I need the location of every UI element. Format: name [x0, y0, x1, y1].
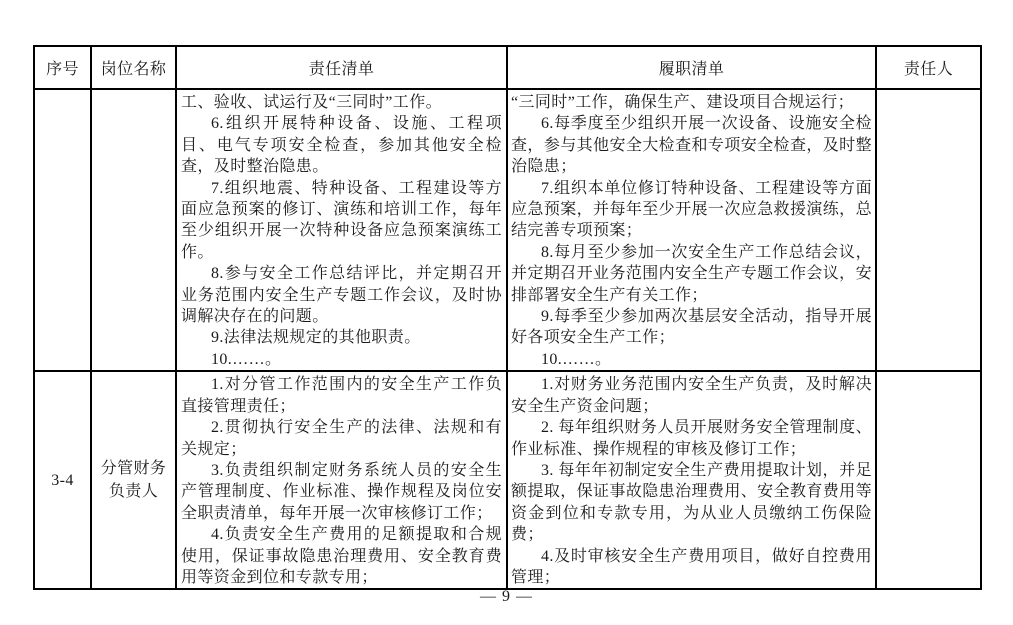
responsibility-table — [33, 45, 982, 590]
performance-paragraph: 10.……。 — [541, 350, 612, 368]
duty-paragraph: 4.负责安全生产费用的足额提取和合规使用，保证事故隐患治理费用、安全教育费用等资金到位和专款专用； — [181, 526, 502, 586]
duty-paragraph: 10.……。 — [211, 350, 282, 368]
page-number: — 9 — — [480, 588, 533, 605]
header-cell-performance-list: 履职清单 — [507, 46, 876, 89]
performance-paragraph: 3. 每年年初制定安全生产费用提取计划，并足额提取，保证事故隐患治理费用、安全教育费用等资金到位和专款专用，为从业人员缴纳工伤保险费； — [511, 461, 872, 544]
duty-paragraph: 2.贯彻执行安全生产的法律、法规和有关规定； — [181, 419, 502, 458]
position-name-line: 分管财务 — [100, 460, 167, 478]
cell-serial — [34, 89, 91, 371]
duty-paragraph: 8.参与安全工作总结评比，并定期召开业务范围内安全生产专题工作会议，及时协调解决存在的问题。 — [181, 265, 502, 326]
performance-paragraph: 6.每季度至少组织开展一次设备、设施安全检查，参与其他安全大检查和专项安全检查，及时整治隐患； — [511, 115, 872, 176]
cell-duty-list — [176, 89, 507, 371]
performance-paragraph: 7.组织本单位修订特种设备、工程建设等方面应急预案，并每年至少开展一次应急救援演练，总结完善专项预案； — [511, 179, 872, 240]
header-cell-position: 岗位名称 — [91, 46, 176, 89]
duty-paragraph: 6.组织开展特种设备、设施、工程项目、电气专项安全检查，参加其他安全检查，及时整治隐患。 — [181, 115, 502, 176]
cell-responsible-person — [876, 89, 981, 371]
performance-paragraph: 9.每季至少参加两次基层安全活动，指导开展好各项安全生产工作； — [511, 308, 872, 347]
table-row-3-4 — [34, 371, 981, 589]
duty-paragraph: 工、验收、试运行及“三同时”工作。 — [181, 94, 443, 111]
performance-paragraph: 2. 每年组织财务人员开展财务安全管理制度、作业标准、操作规程的审核及修订工作； — [511, 419, 872, 458]
table-header-row — [34, 46, 981, 89]
duty-paragraph: 1.对分管工作范围内的安全生产工作负直接管理责任； — [181, 376, 502, 415]
header-cell-duty-list: 责任清单 — [176, 46, 507, 89]
cell-performance-list — [507, 371, 876, 589]
cell-performance-list — [507, 89, 876, 371]
performance-paragraph: “三同时”工作，确保生产、建设项目合规运行； — [511, 94, 855, 111]
cell-duty-list — [176, 371, 507, 589]
header-cell-serial: 序号 — [34, 46, 91, 89]
duty-paragraph: 3.负责组织制定财务系统人员的安全生产管理制度、作业标准、操作规程及岗位安全职责清单，每年开展一次审核修订工作； — [181, 461, 502, 522]
performance-paragraph: 1.对财务业务范围内安全生产负责，及时解决安全生产资金问题； — [511, 376, 872, 415]
performance-paragraph: 4.及时审核安全生产费用项目，做好自控费用管理； — [511, 547, 872, 586]
cell-serial: 3-4 — [34, 371, 91, 589]
cell-position — [91, 89, 176, 371]
position-name-line: 负责人 — [108, 483, 159, 501]
table-row-continued — [34, 89, 981, 371]
cell-responsible-person — [876, 371, 981, 589]
header-cell-responsible-person: 责任人 — [876, 46, 981, 89]
performance-paragraph: 8.每月至少参加一次安全生产工作总结会议，并定期召开业务范围内安全生产专题工作会议，安排部署安全生产有关工作； — [511, 243, 872, 304]
duty-paragraph: 7.组织地震、特种设备、工程建设等方面应急预案的修订、演练和培训工作，每年至少组织开展一次特种设备应急预案演练工作。 — [181, 179, 502, 261]
duty-paragraph: 9.法律法规规定的其他职责。 — [211, 329, 421, 347]
cell-position — [91, 371, 176, 589]
